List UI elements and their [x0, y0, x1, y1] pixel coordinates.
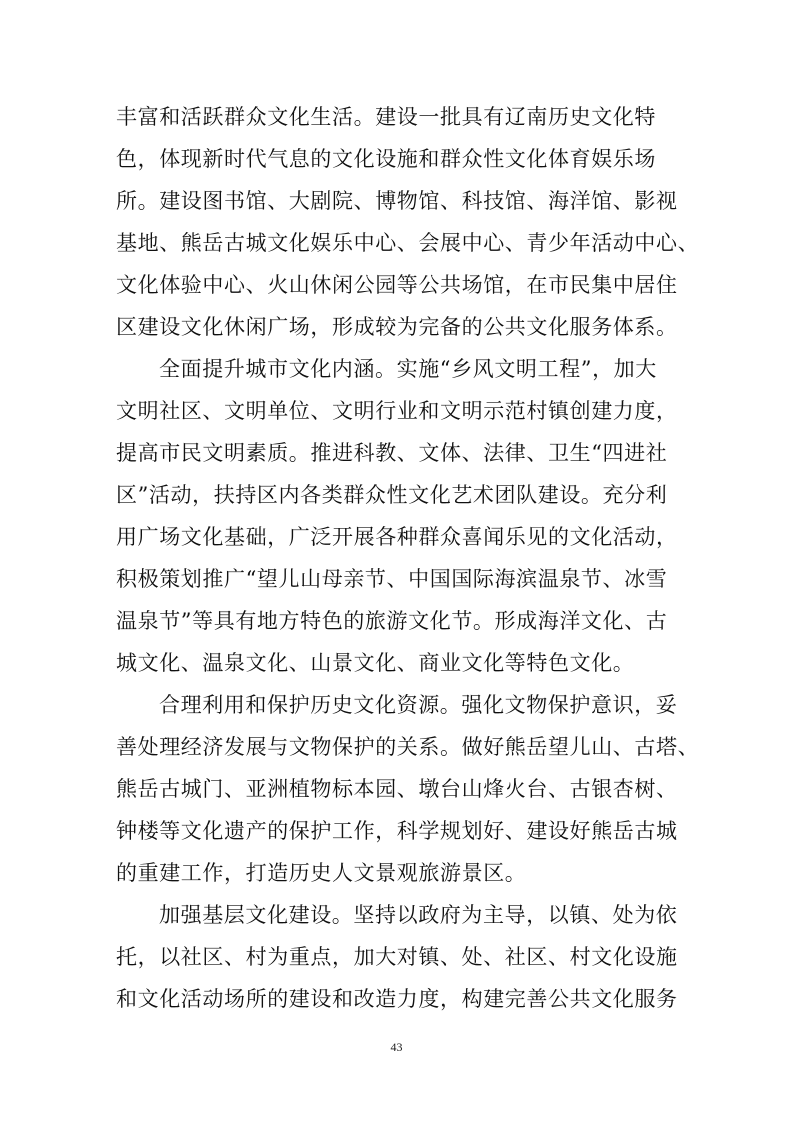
text-line: 文明社区、文明单位、文明行业和文明示范村镇创建力度， — [116, 399, 678, 423]
text-line: 全面提升城市文化内涵。实施“乡风文明工程”，加大 — [159, 357, 657, 381]
text-line: 所。建设图书馆、大剧院、博物馆、科技馆、海洋馆、影视 — [116, 189, 678, 213]
text-line: 合理利用和保护历史文化资源。强化文物保护意识，妥 — [159, 693, 678, 717]
page-number: 43 — [390, 1040, 403, 1054]
text-line: 城文化、温泉文化、山景文化、商业文化等特色文化。 — [116, 651, 635, 675]
text-line: 和文化活动场所的建设和改造力度，构建完善公共文化服务 — [116, 987, 678, 1011]
text-line: 温泉节”等具有地方特色的旅游文化节。形成海洋文化、古 — [116, 609, 668, 633]
text-line: 区建设文化休闲广场，形成较为完备的公共文化服务体系。 — [116, 315, 678, 339]
text-line: 色，体现新时代气息的文化设施和群众性文化体育娱乐场 — [116, 147, 656, 171]
text-line: 提高市民文明素质。推进科教、文体、法律、卫生“四进社 — [116, 441, 668, 465]
text-line: 熊岳古城门、亚洲植物标本园、墩台山烽火台、古银杏树、 — [116, 777, 678, 801]
text-line: 加强基层文化建设。坚持以政府为主导，以镇、处为依 — [159, 903, 678, 927]
text-line: 文化体验中心、火山休闲公园等公共场馆，在市民集中居住 — [116, 273, 678, 297]
paragraph — [116, 348, 680, 684]
text-line: 基地、熊岳古城文化娱乐中心、会展中心、青少年活动中心、 — [116, 231, 700, 255]
paragraph — [116, 96, 700, 348]
document-body — [116, 96, 700, 1020]
text-line: 丰富和活跃群众文化生活。建设一批具有辽南历史文化特 — [116, 105, 656, 129]
text-line: 区”活动，扶持区内各类群众性文化艺术团队建设。充分利 — [116, 483, 668, 507]
paragraph — [116, 684, 700, 894]
text-line: 托，以社区、村为重点，加大对镇、处、社区、村文化设施 — [116, 945, 678, 969]
text-line: 积极策划推广“望儿山母亲节、中国国际海滨温泉节、冰雪 — [116, 567, 668, 591]
text-line: 善处理经济发展与文物保护的关系。做好熊岳望儿山、古塔、 — [116, 735, 700, 759]
text-line: 钟楼等文化遗产的保护工作，科学规划好、建设好熊岳古城 — [116, 819, 678, 843]
text-line: 用广场文化基础，广泛开展各种群众喜闻乐见的文化活动， — [116, 525, 678, 549]
paragraph — [116, 894, 680, 1020]
text-line: 的重建工作，打造历史人文景观旅游景区。 — [116, 861, 527, 885]
